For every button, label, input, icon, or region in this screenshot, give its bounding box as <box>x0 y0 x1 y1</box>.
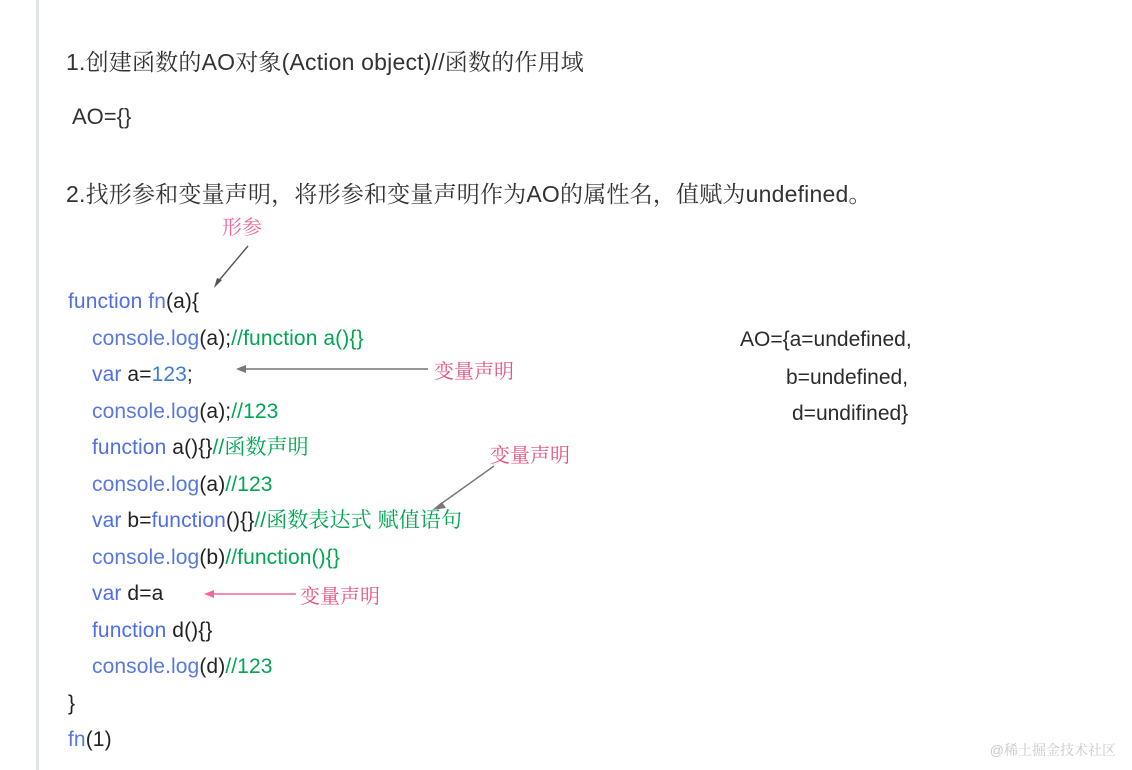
ao-object-line-1: AO={a=undefined, <box>740 328 912 351</box>
code-token: (a); <box>199 399 232 423</box>
code-line <box>68 722 462 759</box>
code-token: //函数表达式 赋值语句 <box>254 509 463 532</box>
annotation-var-decl-2-label: 变量声明 <box>490 445 570 467</box>
code-line <box>68 467 462 504</box>
code-token: function <box>92 436 173 459</box>
code-token: d <box>172 618 185 642</box>
code-token: console.log <box>92 545 200 569</box>
code-token: //函数声明 <box>212 436 309 459</box>
code-token: function <box>92 618 173 642</box>
code-token: 123 <box>151 363 187 386</box>
code-token: (1) <box>85 728 112 751</box>
code-token: (a){ <box>166 290 200 313</box>
ao-empty-text: AO={} <box>72 104 132 129</box>
code-token: } <box>68 691 76 715</box>
code-token: (a) <box>199 472 226 496</box>
code-token: (b) <box>199 545 226 569</box>
code-token: //123 <box>225 655 273 678</box>
code-token: //123 <box>231 399 279 423</box>
ao-object-line-3: d=undifined} <box>792 402 909 425</box>
arrow-to-var-a <box>232 361 432 377</box>
arrow-to-var-d <box>200 586 300 602</box>
code-line <box>68 613 462 650</box>
code-line <box>68 649 462 686</box>
arrow-to-var-b <box>424 460 504 516</box>
code-line <box>68 430 462 467</box>
code-token: //function a(){} <box>231 326 364 350</box>
code-token: (a); <box>199 326 232 350</box>
code-token: d=a <box>127 582 164 605</box>
annotation-var-decl-3-label: 变量声明 <box>300 586 380 608</box>
code-token: console.log <box>92 472 200 496</box>
code-token: b= <box>127 509 152 532</box>
code-line <box>68 284 462 321</box>
code-token: fn <box>148 290 167 313</box>
code-token: ; <box>186 363 193 386</box>
code-token: a <box>172 436 185 459</box>
code-token: var <box>92 363 128 386</box>
step-1-text: 1.创建函数的AO对象(Action object)//函数的作用域 <box>66 49 584 75</box>
code-token: function <box>151 509 226 532</box>
ao-object-line-2: b=undefined, <box>786 366 909 389</box>
code-token: fn <box>68 728 86 751</box>
code-token: function <box>68 290 149 313</box>
annotation-var-decl-1-label: 变量声明 <box>434 361 514 383</box>
code-line <box>68 321 462 358</box>
watermark: @稀土掘金技术社区 <box>989 742 1116 758</box>
code-line <box>68 686 462 723</box>
code-token: //function(){} <box>225 545 340 569</box>
step-2-text: 2.找形参和变量声明，将形参和变量声明作为AO的属性名，值赋为undefined。 <box>66 181 872 207</box>
code-line <box>68 394 462 431</box>
code-token: var <box>92 582 128 605</box>
code-token: var <box>92 509 128 532</box>
code-token: (d) <box>199 655 226 678</box>
code-token: console.log <box>92 326 200 350</box>
code-token: (){} <box>184 436 213 459</box>
annotation-param-label: 形参 <box>222 217 262 239</box>
code-token: (){} <box>184 618 213 642</box>
code-token: //123 <box>225 472 273 496</box>
code-token: (){} <box>225 509 255 532</box>
code-token: console.log <box>92 655 200 678</box>
code-line <box>68 503 462 540</box>
code-block <box>68 284 462 759</box>
left-margin-rule <box>36 0 39 770</box>
code-token: a= <box>127 363 152 386</box>
code-token: console.log <box>92 399 200 423</box>
code-line <box>68 540 462 577</box>
